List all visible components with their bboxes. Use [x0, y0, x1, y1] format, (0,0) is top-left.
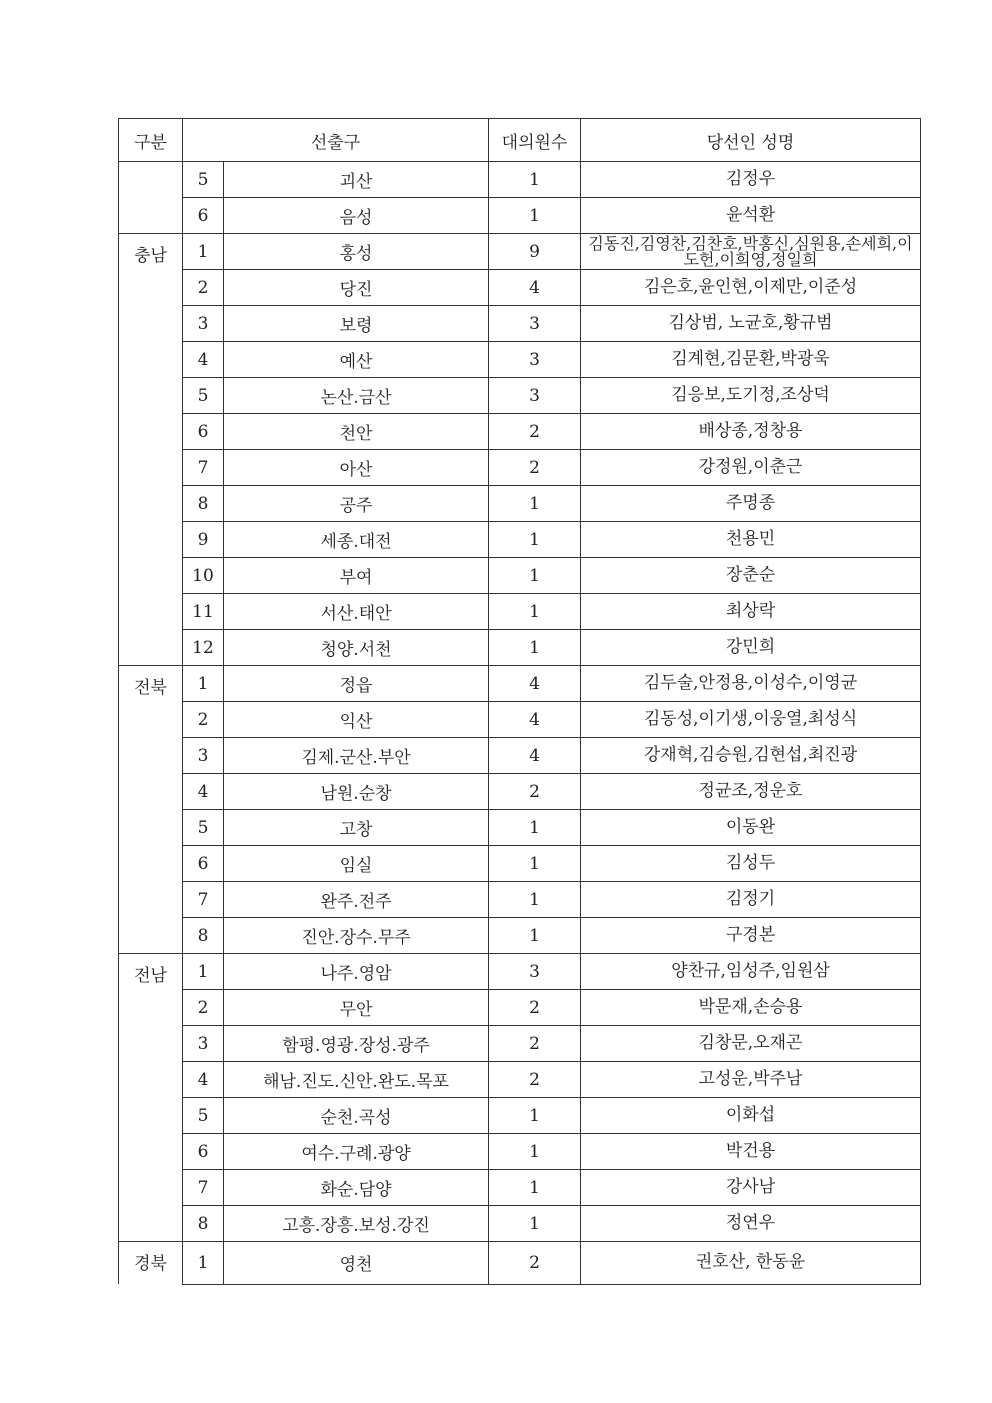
- delegate-count-cell: 1: [489, 1098, 581, 1134]
- row-number-cell: 1: [183, 666, 224, 702]
- district-cell: 여수.구례.광양: [224, 1134, 489, 1170]
- row-number-cell: 3: [183, 306, 224, 342]
- delegate-count-cell: 2: [489, 1026, 581, 1062]
- table-row: [119, 522, 921, 558]
- row-number-cell: 3: [183, 1026, 224, 1062]
- district-cell: 나주.영암: [224, 954, 489, 990]
- district-cell: 익산: [224, 702, 489, 738]
- delegate-count-cell: 2: [489, 990, 581, 1026]
- delegate-count-cell: 1: [489, 522, 581, 558]
- district-cell: 해남.진도.신안.완도.목포: [224, 1062, 489, 1098]
- table-row: [119, 1098, 921, 1134]
- delegate-count-cell: 1: [489, 918, 581, 954]
- elected-names-cell: 강민희: [581, 630, 921, 666]
- district-cell: 음성: [224, 198, 489, 234]
- elected-names-cell: 박문재,손승용: [581, 990, 921, 1026]
- row-number-cell: 3: [183, 738, 224, 774]
- region-cell: 경북: [119, 1242, 183, 1285]
- elected-names-cell: 김동성,이기생,이웅열,최성식: [581, 702, 921, 738]
- district-cell: 보령: [224, 306, 489, 342]
- elected-names-cell: 배상종,정창용: [581, 414, 921, 450]
- row-number-cell: 2: [183, 702, 224, 738]
- district-cell: 고흥.장흥.보성.강진: [224, 1206, 489, 1242]
- delegate-count-cell: 1: [489, 846, 581, 882]
- delegate-count-cell: 1: [489, 1170, 581, 1206]
- elected-names-cell: 천용민: [581, 522, 921, 558]
- elected-names-cell: 김정우: [581, 162, 921, 198]
- table-row: [119, 270, 921, 306]
- district-cell: 당진: [224, 270, 489, 306]
- elected-names-cell: 김상범, 노균호,황규범: [581, 306, 921, 342]
- district-cell: 완주.전주: [224, 882, 489, 918]
- district-cell: 영천: [224, 1242, 489, 1285]
- delegate-count-cell: 1: [489, 882, 581, 918]
- table-row: [119, 954, 921, 990]
- elected-names-cell: 양찬규,임성주,임원삼: [581, 954, 921, 990]
- table-row: [119, 738, 921, 774]
- elected-names-cell: 김응보,도기정,조상덕: [581, 378, 921, 414]
- table-header-row: [119, 119, 921, 162]
- region-cell: [119, 162, 183, 234]
- table-row: [119, 558, 921, 594]
- table-row: [119, 774, 921, 810]
- row-number-cell: 6: [183, 198, 224, 234]
- elected-names-cell: 윤석환: [581, 198, 921, 234]
- region-cell: 전남: [119, 954, 183, 1242]
- row-number-cell: 8: [183, 918, 224, 954]
- table-row: [119, 1242, 921, 1285]
- district-cell: 정읍: [224, 666, 489, 702]
- table-row: [119, 846, 921, 882]
- district-cell: 괴산: [224, 162, 489, 198]
- row-number-cell: 5: [183, 810, 224, 846]
- delegate-count-cell: 4: [489, 666, 581, 702]
- header-elected: 당선인 성명: [581, 119, 921, 162]
- district-cell: 무안: [224, 990, 489, 1026]
- row-number-cell: 5: [183, 1098, 224, 1134]
- table-row: [119, 702, 921, 738]
- district-cell: 화순.담양: [224, 1170, 489, 1206]
- table-row: [119, 342, 921, 378]
- delegate-count-cell: 2: [489, 414, 581, 450]
- row-number-cell: 6: [183, 1134, 224, 1170]
- row-number-cell: 4: [183, 774, 224, 810]
- delegate-count-cell: 1: [489, 630, 581, 666]
- row-number-cell: 6: [183, 846, 224, 882]
- district-cell: 예산: [224, 342, 489, 378]
- table-row: [119, 1170, 921, 1206]
- table-row: [119, 594, 921, 630]
- row-number-cell: 7: [183, 1170, 224, 1206]
- district-cell: 김제.군산.부안: [224, 738, 489, 774]
- district-cell: 아산: [224, 450, 489, 486]
- row-number-cell: 8: [183, 1206, 224, 1242]
- elected-names-cell: 정연우: [581, 1206, 921, 1242]
- table-row: [119, 1026, 921, 1062]
- row-number-cell: 9: [183, 522, 224, 558]
- table-row: [119, 198, 921, 234]
- elected-names-cell: 주명종: [581, 486, 921, 522]
- district-cell: 청양.서천: [224, 630, 489, 666]
- district-cell: 논산.금산: [224, 378, 489, 414]
- delegate-count-cell: 2: [489, 1242, 581, 1285]
- delegate-count-cell: 1: [489, 810, 581, 846]
- row-number-cell: 11: [183, 594, 224, 630]
- table-row: [119, 882, 921, 918]
- table-row: [119, 162, 921, 198]
- delegate-count-cell: 1: [489, 162, 581, 198]
- delegate-count-cell: 9: [489, 234, 581, 270]
- elected-names-cell: 장춘순: [581, 558, 921, 594]
- delegate-count-cell: 3: [489, 378, 581, 414]
- elected-names-cell: 권호산, 한동윤: [581, 1242, 921, 1285]
- delegate-count-cell: 1: [489, 558, 581, 594]
- elected-names-cell: 이화섭: [581, 1098, 921, 1134]
- row-number-cell: 12: [183, 630, 224, 666]
- row-number-cell: 6: [183, 414, 224, 450]
- elected-names-cell: 김동진,김영찬,김찬호,박홍신,심원용,손세희,이도헌,이희영,정일희: [581, 234, 921, 270]
- elected-names-cell: 김창문,오재곤: [581, 1026, 921, 1062]
- elected-names-cell: 김두술,안정용,이성수,이영균: [581, 666, 921, 702]
- elected-names-cell: 김은호,윤인현,이제만,이준성: [581, 270, 921, 306]
- district-cell: 공주: [224, 486, 489, 522]
- district-cell: 부여: [224, 558, 489, 594]
- row-number-cell: 8: [183, 486, 224, 522]
- row-number-cell: 1: [183, 1242, 224, 1285]
- delegate-count-cell: 1: [489, 198, 581, 234]
- row-number-cell: 4: [183, 1062, 224, 1098]
- row-number-cell: 4: [183, 342, 224, 378]
- table-row: [119, 810, 921, 846]
- delegate-count-cell: 2: [489, 1062, 581, 1098]
- delegate-count-cell: 2: [489, 450, 581, 486]
- row-number-cell: 7: [183, 450, 224, 486]
- row-number-cell: 2: [183, 990, 224, 1026]
- table-row: [119, 378, 921, 414]
- delegate-count-cell: 3: [489, 342, 581, 378]
- elected-names-cell: 김정기: [581, 882, 921, 918]
- table-row: [119, 630, 921, 666]
- district-cell: 함평.영광.장성.광주: [224, 1026, 489, 1062]
- elected-names-cell: 강사남: [581, 1170, 921, 1206]
- row-number-cell: 2: [183, 270, 224, 306]
- delegate-count-cell: 3: [489, 954, 581, 990]
- elected-names-cell: 구경본: [581, 918, 921, 954]
- delegate-count-cell: 1: [489, 1206, 581, 1242]
- elected-names-cell: 강정원,이춘근: [581, 450, 921, 486]
- header-category: 구분: [119, 119, 183, 162]
- elected-names-cell: 김계현,김문환,박광욱: [581, 342, 921, 378]
- table-row: [119, 234, 921, 270]
- elected-names-cell: 정균조,정운호: [581, 774, 921, 810]
- district-cell: 세종.대전: [224, 522, 489, 558]
- district-cell: 천안: [224, 414, 489, 450]
- delegate-count-cell: 4: [489, 270, 581, 306]
- district-cell: 고창: [224, 810, 489, 846]
- region-cell: 전북: [119, 666, 183, 954]
- delegate-count-cell: 2: [489, 774, 581, 810]
- table-row: [119, 450, 921, 486]
- table-row: [119, 1206, 921, 1242]
- table-row: [119, 414, 921, 450]
- row-number-cell: 1: [183, 234, 224, 270]
- delegate-count-cell: 1: [489, 486, 581, 522]
- table-row: [119, 1134, 921, 1170]
- elected-names-cell: 이동완: [581, 810, 921, 846]
- delegate-count-cell: 4: [489, 738, 581, 774]
- row-number-cell: 1: [183, 954, 224, 990]
- header-delegates: 대의원수: [489, 119, 581, 162]
- district-cell: 홍성: [224, 234, 489, 270]
- table-row: [119, 306, 921, 342]
- table-row: [119, 1062, 921, 1098]
- delegate-count-cell: 4: [489, 702, 581, 738]
- elected-names-cell: 강재혁,김승원,김현섭,최진광: [581, 738, 921, 774]
- table-body: [119, 162, 921, 1285]
- elected-names-cell: 고성운,박주남: [581, 1062, 921, 1098]
- district-cell: 순천.곡성: [224, 1098, 489, 1134]
- district-cell: 남원.순창: [224, 774, 489, 810]
- row-number-cell: 7: [183, 882, 224, 918]
- elected-names-cell: 김성두: [581, 846, 921, 882]
- table-row: [119, 486, 921, 522]
- district-cell: 진안.장수.무주: [224, 918, 489, 954]
- row-number-cell: 5: [183, 162, 224, 198]
- district-cell: 서산.태안: [224, 594, 489, 630]
- table-row: [119, 918, 921, 954]
- region-cell: 충남: [119, 234, 183, 666]
- delegate-count-cell: 1: [489, 594, 581, 630]
- delegate-count-cell: 1: [489, 1134, 581, 1170]
- row-number-cell: 10: [183, 558, 224, 594]
- delegates-table: [118, 118, 921, 1285]
- table-row: [119, 666, 921, 702]
- delegate-count-cell: 3: [489, 306, 581, 342]
- row-number-cell: 5: [183, 378, 224, 414]
- elected-names-cell: 박건용: [581, 1134, 921, 1170]
- table-row: [119, 990, 921, 1026]
- header-district: 선출구: [183, 119, 489, 162]
- elected-names-cell: 최상락: [581, 594, 921, 630]
- district-cell: 임실: [224, 846, 489, 882]
